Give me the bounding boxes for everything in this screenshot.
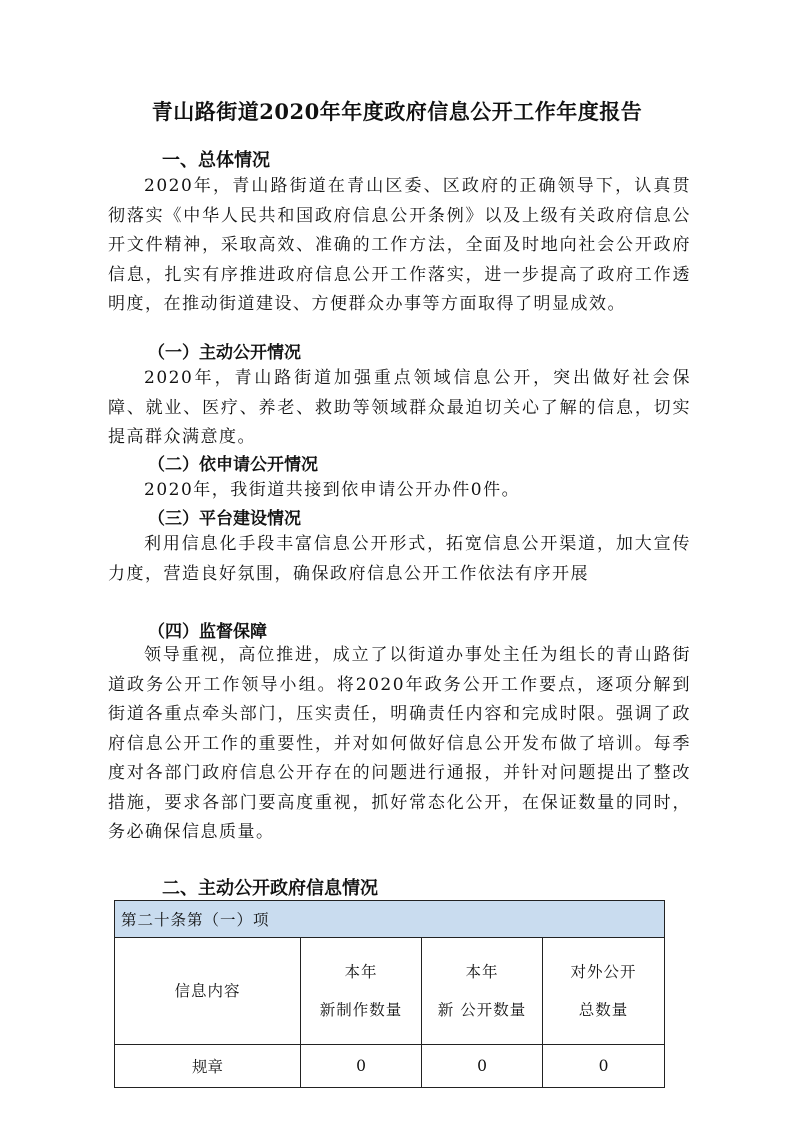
supervision-paragraph: 领导重视，高位推进，成立了以街道办事处主任为组长的青山路街道政务公开工作领导小组。将2020年政务公开工作要点，逐项分解到街道各重点牵头部门，压实责任，明确责任内容和完成时限。强调了政府信息公开工作的重要性，并对如何做好信息公开发布做了培训。每季度对各部门政府信息公开存在的问题进行通报，并针对问题提出了整改措施，要求各部门要高度重视，抓好常态化公开，在保证数量的同时，务必确保信息质量。 (108, 645, 691, 842)
table-band-header: 第二十条第（一）项 (115, 901, 665, 938)
platform-paragraph: 利用信息化手段丰富信息公开形式，拓宽信息公开渠道，加大宣传力度，营造良好氛围，确保政府信息公开工作依法有序开展 (108, 534, 691, 584)
table-cell: 规章 (115, 1045, 301, 1088)
page-title: 青山路街道2020年年度政府信息公开工作年度报告 (151, 99, 643, 124)
column-header-content: 信息内容 (115, 938, 301, 1045)
info-disclosure-table (114, 900, 665, 1088)
application-paragraph: 2020年，我街道共接到依申请公开办件0件。 (144, 480, 521, 500)
subsection-heading-supervision: （四）监督保障 (148, 622, 267, 642)
table-cell: 0 (543, 1045, 665, 1088)
column-header-new-made: 本年 新制作数量 (301, 938, 422, 1045)
section-heading-overview: 一、总体情况 (162, 150, 270, 171)
subsection-heading-proactive: （一）主动公开情况 (148, 343, 301, 363)
table-cell: 0 (301, 1045, 422, 1088)
table-header-row (115, 938, 665, 1045)
table-cell: 0 (422, 1045, 543, 1088)
subsection-heading-platform: （三）平台建设情况 (148, 509, 301, 529)
proactive-paragraph: 2020年，青山路街道加强重点领域信息公开，突出做好社会保障、就业、医疗、养老、救助等领域群众最迫切关心了解的信息，切实提高群众满意度。 (108, 368, 691, 447)
column-header-total-published: 对外公开 总数量 (543, 938, 665, 1045)
overview-paragraph: 2020年，青山路街道在青山区委、区政府的正确领导下，认真贯彻落实《中华人民共和国政府信息公开条例》以及上级有关政府信息公开文件精神，采取高效、准确的工作方法，全面及时地向社会公开政府信息，扎实有序推进政府信息公开工作落实，进一步提高了政府工作透明度，在推动街道建设、方便群众办事等方面取得了明显成效。 (108, 176, 691, 314)
subsection-heading-application: （二）依申请公开情况 (148, 455, 318, 475)
column-header-new-published: 本年 新 公开数量 (422, 938, 543, 1045)
table-row (115, 1045, 665, 1088)
section-heading-proactive-info: 二、主动公开政府信息情况 (162, 878, 378, 899)
